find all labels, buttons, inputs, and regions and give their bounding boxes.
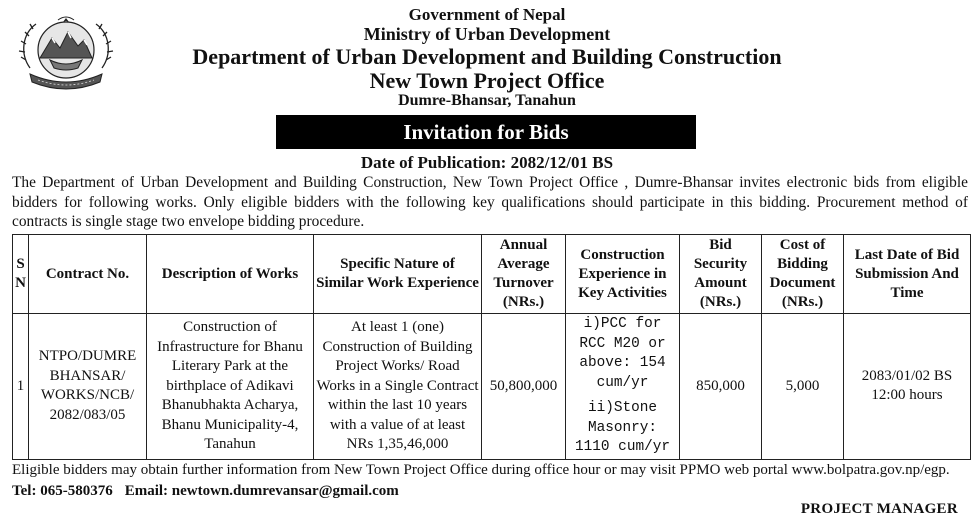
office-heading: New Town Project Office [369,68,605,93]
notice-title-banner [276,115,696,149]
intro-paragraph: The Department of Urban Development and Building Construction, New Town Project Office , Dumre-Bhansar invites electronic bids from eligible bidders for following works. Only eligible bidders with the following key qualifications should participate in this bidding. Procurement method of contracts is single stage two envelope bidding procedure. [12,174,968,230]
department-heading: Department of Urban Development and Building Construction [192,44,782,69]
table-header-row [13,235,971,314]
header-doc-cost: Cost of Bidding Document (NRs.) [762,235,844,314]
ministry-heading: Ministry of Urban Development [363,24,611,44]
cell-doc-cost: 5,000 [762,314,844,460]
publication-date: Date of Publication: 2082/12/01 BS [360,153,614,172]
cell-sn: 1 [13,314,29,460]
email-address: Email: newtown.dumrevansar@gmail.com [124,483,399,499]
header-experience: Construction Experience in Key Activities [566,235,680,314]
header-contract-no: Contract No. [29,235,147,314]
experience-stone: ii)Stone Masonry: 1110 cum/yr [575,400,670,455]
government-heading: Government of Nepal [408,5,566,24]
header-sn: S N [13,235,29,314]
header-bid-security: Bid Security Amount (NRs.) [680,235,762,314]
signatory-title: PROJECT MANAGER [800,501,958,517]
header-description: Description of Works [147,235,314,314]
header-turnover: Annual Average Turnover (NRs.) [482,235,566,314]
cell-contract-no: NTPO/DUMRE BHANSAR/ WORKS/NCB/ 2082/083/05 [29,314,147,460]
cell-turnover: 50,800,000 [482,314,566,460]
contact-line [12,483,399,500]
bid-table [12,234,971,460]
table-row [13,314,971,460]
notice-title: Invitation for Bids [403,119,569,144]
cell-deadline: 2083/01/02 BS 12:00 hours [844,314,971,460]
cell-experience [566,314,680,460]
experience-pcc: i)PCC for RCC M20 or above: 154 cum/yr [579,316,666,391]
office-location: Dumre-Bhansar, Tanahun [398,92,576,109]
header-similar-work: Specific Nature of Similar Work Experience [314,235,482,314]
cell-similar-work: At least 1 (one) Construction of Building Project Works/ Road Works in a Single Contract within the last 10 years with a value of at least NRs 1,35,46,000 [314,314,482,460]
cell-bid-security: 850,000 [680,314,762,460]
cell-description: Construction of Infrastructure for Bhanu Literary Park at the birthplace of Adikavi Bhanubhakta Acharya, Bhanu Municipality-4, Tanahun [147,314,314,460]
header-deadline: Last Date of Bid Submission And Time [844,235,971,314]
telephone-number: Tel: 065-580376 [12,483,113,499]
further-info-text: Eligible bidders may obtain further information from New Town Project Office during office hour or may visit PPMO web portal www.bolpatra.gov.np/egp. [12,462,950,478]
